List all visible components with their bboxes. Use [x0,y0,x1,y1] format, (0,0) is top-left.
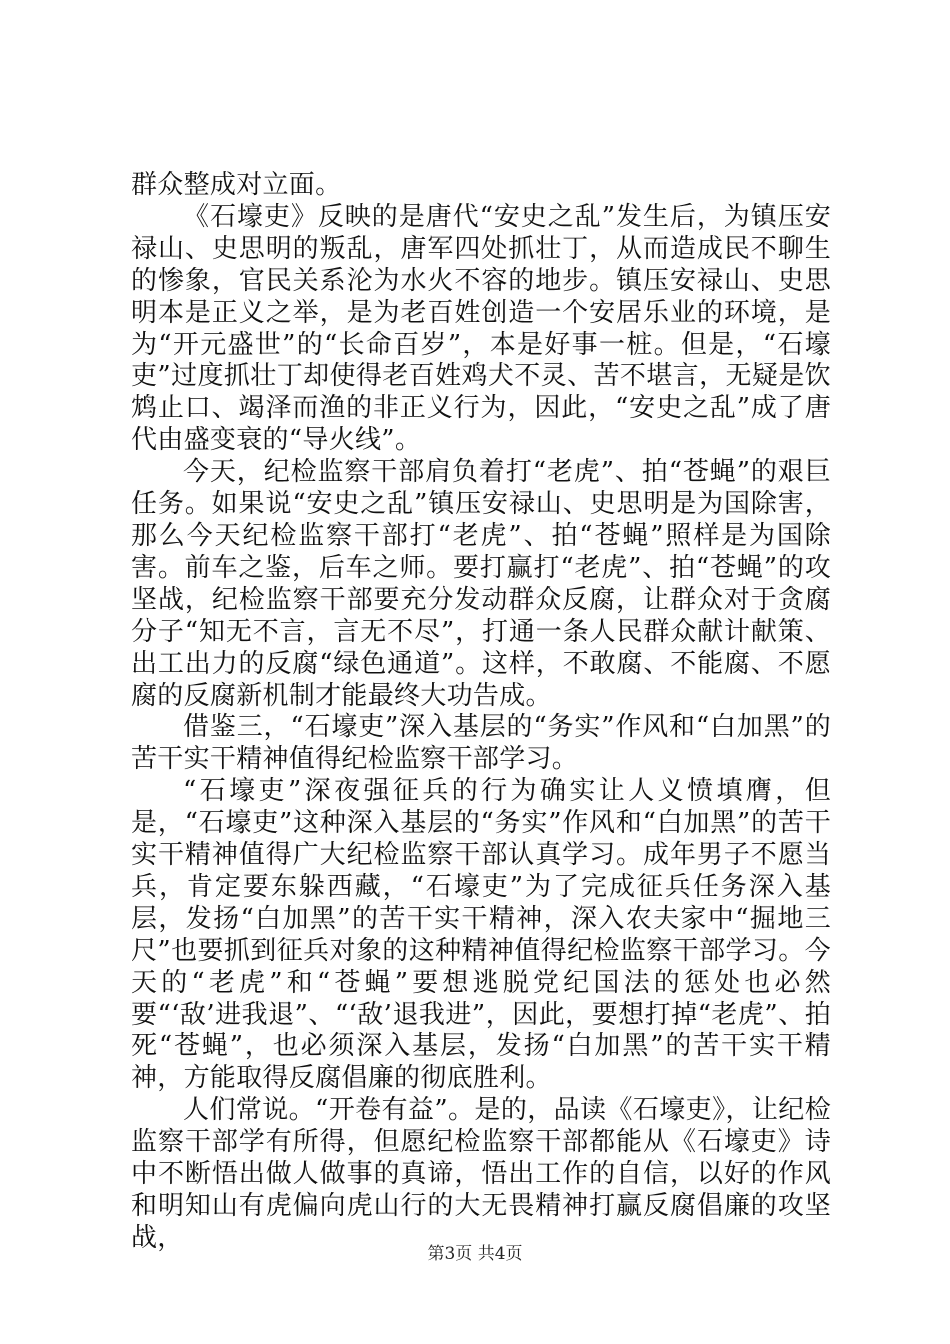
paragraph-pragmatic-style: “石壕吏”深夜强征兵的行为确实让人义愤填膺，但是，“石壕吏”这种深入基层的“务实”作风和“白加黑”的苦干实干精神值得广大纪检监察干部认真学习。成年男子不愿当兵，肯定要东躲西藏，“石壕吏”为了完成征兵任务深入基层，发扬“白加黑”的苦干实干精神，深入农夫家中“掘地三尺”也要抓到征兵对象的这种精神值得纪检监察干部学习。今天的“老虎”和“苍蝇”要想逃脱党纪国法的惩处也必然要“‘敌’进我退”、“‘敌’退我进”，因此，要想打掉“老虎”、拍死“苍蝇”，也必须深入基层，发扬“白加黑”的苦干实干精神，方能取得反腐倡廉的彻底胜利。 [131,776,831,1094]
paragraph-today: 今天，纪检监察干部肩负着打“老虎”、拍“苍蝇”的艰巨任务。如果说“安史之乱”镇压安禄山、史思明是为国除害，那么今天纪检监察干部打“老虎”、拍“苍蝇”照样是为国除害。前车之鉴，后车之师。要打赢打“老虎”、拍“苍蝇”的攻坚战，纪检监察干部要充分发动群众反腐，让群众对于贪腐分子“知无不言，言无不尽”，打通一条人民群众献计献策、出工出力的反腐“绿色通道”。这样，不敢腐、不能腐、不愿腐的反腐新机制才能最终大功告成。 [131,457,831,711]
paragraph-conclusion: 人们常说。“开卷有益”。是的，品读《石壕吏》，让纪检监察干部学有所得，但愿纪检监察干部都能从《石壕吏》诗中不断悟出做人做事的真谛，悟出工作的自信，以好的作风和明知山有虎偏向虎山行的大无畏精神打赢反腐倡廉的攻坚战， [131,1095,831,1253]
document-body [131,170,831,1255]
paragraph-continuation: 群众整成对立面。 [131,170,342,200]
page-footer: 第3页 共4页 [427,1244,523,1264]
paragraph-lesson-three: 借鉴三，“石壕吏”深入基层的“务实”作风和“白加黑”的苦干实干精神值得纪检监察干部学习。 [131,712,831,775]
paragraph-background: 《石壕吏》反映的是唐代“安史之乱”发生后，为镇压安禄山、史思明的叛乱，唐军四处抓壮丁，从而造成民不聊生的惨象，官民关系沦为水火不容的地步。镇压安禄山、史思明本是正义之举，是为老百姓创造一个安居乐业的环境，是为“开元盛世”的“长命百岁”，本是好事一桩。但是，“石壕吏”过度抓壮丁却使得老百姓鸡犬不灵、苦不堪言，无疑是饮鸩止口、竭泽而渔的非正义行为，因此，“安史之乱”成了唐代由盛变衰的“导火线”。 [131,201,831,456]
